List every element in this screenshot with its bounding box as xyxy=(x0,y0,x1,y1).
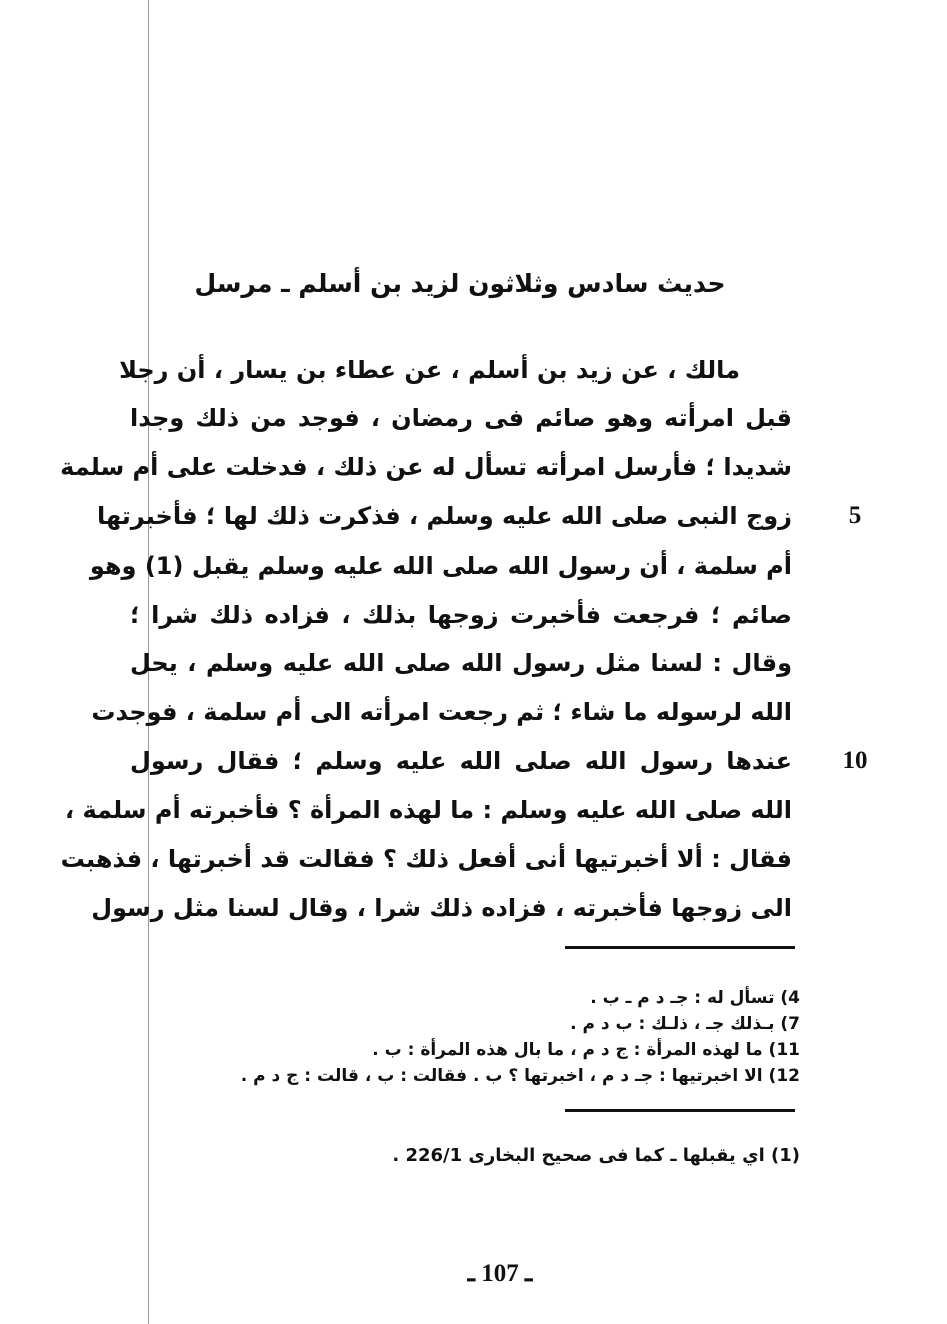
notes-separator xyxy=(565,946,795,949)
text-line-7: وقال : لسنا مثل رسول الله صلى الله عليه وسلم ، يحل xyxy=(130,649,792,677)
text-line-6: صائم ؛ فرجعت فأخبرت زوجها بذلك ، فزاده ذلك شرا ؛ xyxy=(130,601,792,629)
text-line-8: الله لرسوله ما شاء ؛ ثم رجعت امرأته الى أم سلمة ، فوجدت xyxy=(91,698,792,726)
text-line-12: الى زوجها فأخبرته ، فزاده ذلك شرا ، وقال لسنا مثل رسول xyxy=(91,894,792,922)
text-line-1: مالك ، عن زيد بن أسلم ، عن عطاء بن يسار ، أن رجلا xyxy=(119,356,740,384)
footnote-separator xyxy=(565,1109,795,1112)
text-line-5: أم سلمة ، أن رسول الله صلى الله عليه وسلم يقبل (1) وهو xyxy=(89,552,792,580)
text-line-2: قبل امرأته وهو صائم فى رمضان ، فوجد من ذلك وجدا xyxy=(130,404,792,432)
variant-note-4: 4) تسأل له : جـ د م ـ ب . xyxy=(590,988,800,1008)
line-number-10: 10 xyxy=(842,747,868,774)
variant-note-7: 7) بـذلك جـ ، ذلـك : ب د م . xyxy=(570,1014,800,1034)
line-number-5: 5 xyxy=(848,502,862,529)
footnote: (1) اي يقبلها ـ كما فى صحيح البخارى 226/1 . xyxy=(392,1145,800,1166)
hadith-heading: حديث سادس وثلاثون لزيد بن أسلم ـ مرسل xyxy=(194,269,726,298)
text-line-3: شديدا ؛ فأرسل امرأته تسأل له عن ذلك ، فدخلت على أم سلمة xyxy=(60,453,792,481)
text-line-10: الله صلى الله عليه وسلم : ما لهذه المرأة ؟ فأخبرته أم سلمة ، xyxy=(65,796,792,824)
variant-note-11: 11) ما لهذه المرأة : ج د م ، ما بال هذه المرأة : ب . xyxy=(372,1040,800,1060)
text-line-11: فقال : ألا أخبرتيها أنى أفعل ذلك ؟ فقالت قد أخبرتها ، فذهبت xyxy=(60,845,792,873)
text-line-4: زوج النبى صلى الله عليه وسلم ، فذكرت ذلك لها ؛ فأخبرتها xyxy=(96,502,792,530)
text-line-9: عندها رسول الله صلى الله عليه وسلم ؛ فقال رسول xyxy=(130,747,792,775)
variant-note-12: 12) الا اخبرتيها : جـ د م ، اخبرتها ؟ ب . فقالت : ب ، قالت : ج د م . xyxy=(240,1066,800,1086)
page-number: ـ 107 ـ xyxy=(467,1260,533,1287)
